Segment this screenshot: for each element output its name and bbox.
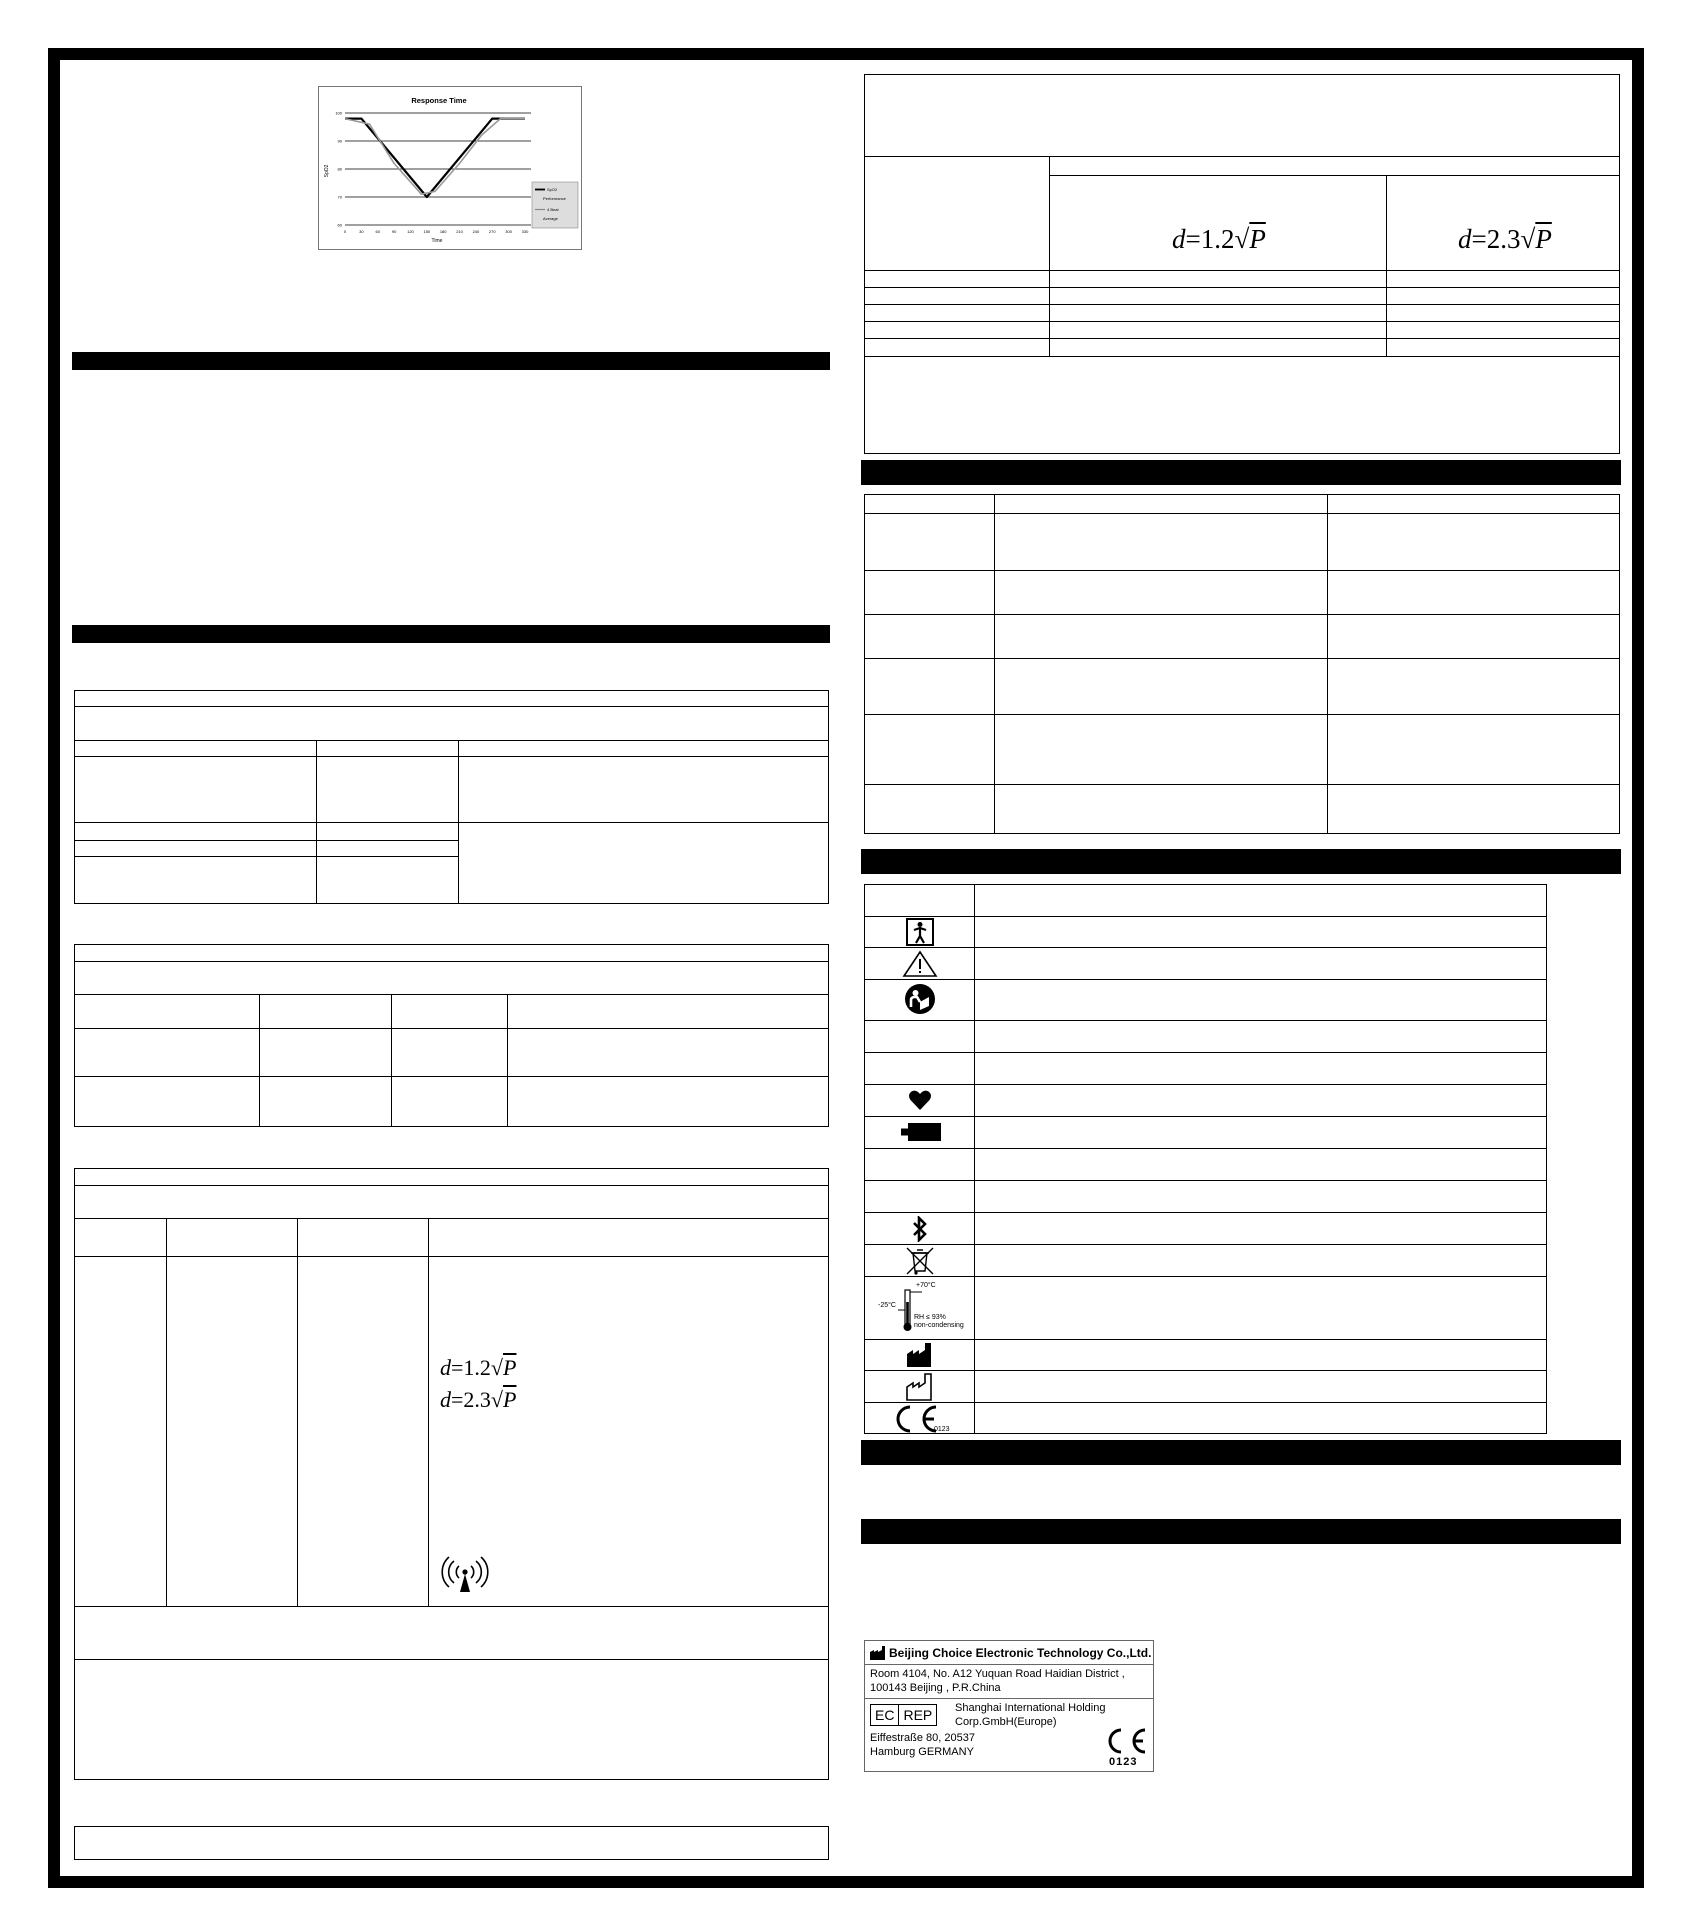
manufacturer-icon [906, 1342, 934, 1368]
chart-y-tick: 80 [337, 166, 342, 172]
storage-low-temp: -25°C [878, 1302, 896, 1309]
ec-rep-left: EC [871, 1705, 899, 1725]
weee-bin-icon [904, 1246, 936, 1276]
chart-x-tick: 270 [488, 229, 496, 234]
formula-coef: 2.3 [463, 1387, 491, 1412]
note-box [74, 1826, 829, 1860]
formula-lhs: d [1458, 224, 1472, 254]
section-header-bar-1 [72, 352, 830, 370]
label-rep-name-line-1: Shanghai International Holding [955, 1702, 1106, 1714]
warning-icon [902, 950, 938, 978]
formula-d-2-3-right [1458, 224, 1552, 255]
section-header-bar-2 [72, 625, 830, 643]
label-rep-address-line-1: Eiffestraße 80, 20537 [870, 1732, 975, 1744]
formula-eq: = [451, 1355, 464, 1380]
formula-d-2-3-left [440, 1384, 516, 1416]
formula-eq: = [1185, 224, 1201, 254]
bluetooth-icon [910, 1216, 930, 1242]
chart-series-line [345, 119, 525, 197]
formula-root: √ [1520, 224, 1536, 254]
formula-var: P [1535, 224, 1552, 254]
chart-canvas [319, 87, 581, 249]
chart-title: Response Time [411, 96, 467, 105]
storage-condition-icon [878, 1280, 970, 1336]
ce-notified-body-number: 0123 [934, 1426, 950, 1433]
formula-coef: 2.3 [1486, 224, 1521, 254]
formula-d-1-2-left [440, 1352, 516, 1384]
chart-x-tick: 300 [505, 229, 512, 234]
storage-high-temp: +70°C [916, 1282, 936, 1289]
chart-x-tick: 180 [439, 229, 447, 234]
section-header-bar-3 [861, 460, 1621, 485]
formula-coef: 1.2 [463, 1355, 491, 1380]
label-manufacturer-icon [869, 1645, 887, 1661]
label-address-line-2: 100143 Beijing , P.R.China [870, 1682, 1001, 1694]
label-rep-name-line-2: Corp.GmbH(Europe) [955, 1716, 1057, 1728]
formula-var: P [503, 1387, 517, 1412]
formula-root: √ [490, 1387, 503, 1412]
heart-icon [908, 1088, 932, 1112]
label-company-name: Beijing Choice Electronic Technology Co.,Ltd. [889, 1646, 1152, 1660]
formula-var: P [503, 1355, 517, 1380]
chart-x-tick: 150 [423, 229, 431, 234]
type-bf-applied-part-icon [905, 918, 935, 946]
chart-x-tick: 0 [343, 229, 347, 234]
storage-note: non-condensing [914, 1322, 964, 1329]
label-rep-address-line-2: Hamburg GERMANY [870, 1746, 974, 1758]
chart-x-label: Time [431, 238, 443, 244]
chart-x-tick: 240 [472, 229, 480, 234]
chart-legend-label: Performance [543, 196, 566, 201]
formula-root: √ [490, 1355, 503, 1380]
section-header-bar-4 [861, 849, 1621, 874]
chart-legend-label: SpO2 [547, 187, 558, 192]
storage-humidity: RH ≤ 93% [914, 1314, 946, 1321]
chart-x-tick: 90 [391, 229, 397, 234]
formula-lhs: d [1172, 224, 1186, 254]
non-ionizing-radiation-icon [440, 1554, 490, 1594]
formula-root: √ [1234, 224, 1250, 254]
label-ce-number: 0123 [1109, 1756, 1138, 1768]
label-ce-mark-icon [1099, 1727, 1149, 1755]
chart-y-tick: 100 [335, 110, 342, 116]
formula-eq: = [451, 1387, 464, 1412]
chart-x-tick: 330 [521, 229, 529, 234]
chart-x-tick: 210 [456, 229, 463, 234]
manufacturer-label [864, 1640, 1154, 1772]
chart-x-tick: 60 [375, 229, 380, 234]
chart-y-tick: 70 [337, 194, 342, 200]
formula-var: P [1249, 224, 1266, 254]
label-address-line-1: Room 4104, No. A12 Yuquan Road Haidian District , [870, 1668, 1125, 1680]
date-of-manufacture-icon [906, 1373, 934, 1401]
ec-rep-symbol [870, 1704, 937, 1726]
formula-d-1-2-right [1172, 224, 1266, 255]
chart-x-tick: 30 [359, 229, 364, 234]
ec-rep-right: REP [903, 1707, 933, 1723]
formula-lhs: d [440, 1355, 451, 1380]
formula-eq: = [1471, 224, 1487, 254]
chart-x-tick: 120 [407, 229, 414, 234]
chart-y-tick: 90 [337, 138, 342, 144]
chart-y-label: SpO2 [324, 164, 330, 178]
formula-coef: 1.2 [1200, 224, 1235, 254]
response-time-chart [318, 86, 582, 250]
battery-icon [900, 1122, 942, 1142]
ce-mark-icon [886, 1404, 972, 1434]
chart-legend-label: 4 Beat [547, 207, 559, 212]
chart-legend-label: Average [543, 216, 558, 221]
chart-y-tick: 60 [337, 222, 342, 228]
section-header-bar-5 [861, 1440, 1621, 1465]
formula-lhs: d [440, 1387, 451, 1412]
section-header-bar-6 [861, 1519, 1621, 1544]
consult-instructions-icon [904, 983, 936, 1015]
